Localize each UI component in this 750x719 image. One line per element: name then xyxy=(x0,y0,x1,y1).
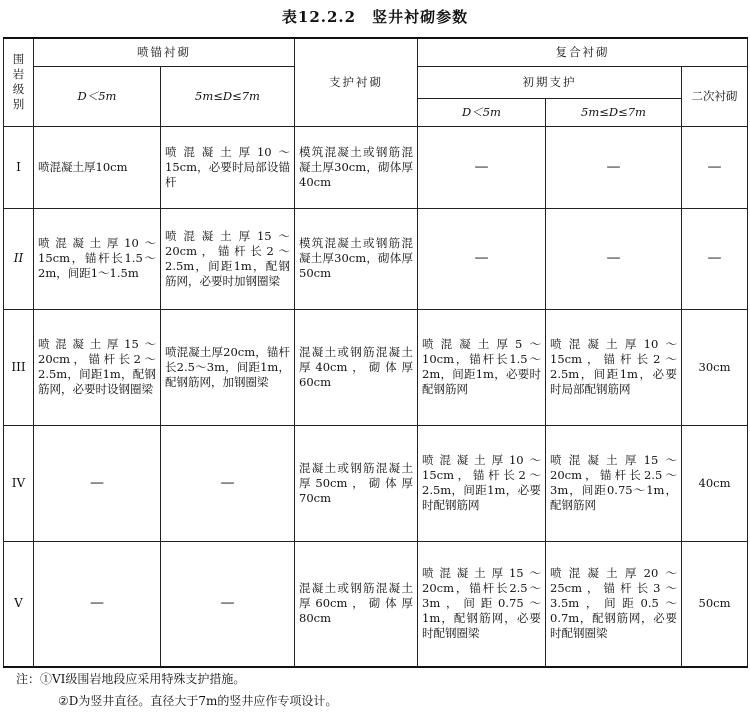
header-grade: 围岩级别 xyxy=(4,38,34,126)
header-init-d-large: 5m≤D≤7m xyxy=(546,98,682,126)
support-cell: 混凝土或钢筋混凝土厚60cm，砌体厚80cm xyxy=(295,541,418,667)
shot-large-cell: 喷混凝土厚20cm，锚杆长2.5～3m，间距1m，配钢筋网，加钢圈梁 xyxy=(161,309,295,425)
header-composite: 复合衬砌 xyxy=(418,38,748,66)
shot-small-cell: 喷混凝土厚15～20cm，锚杆长2～2.5m，间距1m，配钢筋网，必要时设钢圈梁 xyxy=(34,309,161,425)
support-cell: 模筑混凝土或钢筋混凝土厚30cm，砌体厚50cm xyxy=(295,208,418,309)
init-small-cell: — xyxy=(418,126,546,208)
init-large-cell: — xyxy=(546,126,682,208)
init-small-cell: 喷混凝土厚5～10cm，锚杆长1.5～2m，间距1m，必要时配钢筋网 xyxy=(418,309,546,425)
header-secondary: 二次衬砌 xyxy=(682,66,748,126)
init-large-cell: 喷混凝土厚20～25cm，锚杆长3～3.5m，间距0.5～0.7m，配钢筋网，必要时配钢圈梁 xyxy=(546,541,682,667)
init-small-cell: — xyxy=(418,208,546,309)
support-cell: 模筑混凝土或钢筋混凝土厚30cm，砌体厚40cm xyxy=(295,126,418,208)
shot-large-cell: 喷混凝土厚10～15cm，必要时局部设锚杆 xyxy=(161,126,295,208)
header-support: 支护衬砌 xyxy=(295,38,418,126)
grade-cell: III xyxy=(4,309,34,425)
header-initial: 初期支护 xyxy=(418,66,682,98)
secondary-cell: 40cm xyxy=(682,425,748,541)
secondary-cell: 50cm xyxy=(682,541,748,667)
init-small-cell: 喷混凝土厚15～20cm，锚杆长2.5～3m，间距0.75～1m，配钢筋网，必要时配钢圈梁 xyxy=(418,541,546,667)
grade-cell: II xyxy=(4,208,34,309)
table-row xyxy=(4,208,748,309)
support-cell: 混凝土或钢筋混凝土厚50cm，砌体厚70cm xyxy=(295,425,418,541)
secondary-cell: — xyxy=(682,126,748,208)
header-shot-d-large: 5m≤D≤7m xyxy=(161,66,295,126)
shot-small-cell: — xyxy=(34,541,161,667)
table-row xyxy=(4,126,748,208)
init-large-cell: — xyxy=(546,208,682,309)
init-large-cell: 喷混凝土厚10～15cm，锚杆长2～2.5m，间距1m，必要时局部配钢筋网 xyxy=(546,309,682,425)
shot-large-cell: — xyxy=(161,425,295,541)
secondary-cell: 30cm xyxy=(682,309,748,425)
header-init-d-small: D＜5m xyxy=(418,98,546,126)
table-row xyxy=(4,425,748,541)
lining-parameter-table xyxy=(3,37,748,668)
grade-cell: V xyxy=(4,541,34,667)
table-row xyxy=(4,541,748,667)
grade-cell: I xyxy=(4,126,34,208)
init-large-cell: 喷混凝土厚15～20cm，锚杆长2.5～3m，间距0.75～1m，配钢筋网 xyxy=(546,425,682,541)
grade-cell: IV xyxy=(4,425,34,541)
header-shotcrete: 喷锚衬砌 xyxy=(34,38,295,66)
note-2: ②D为竖井直径。直径大于7m的竖井应作专项设计。 xyxy=(58,694,338,708)
shot-small-cell: 喷混凝土厚10cm xyxy=(34,126,161,208)
header-row-1 xyxy=(4,38,748,66)
secondary-cell: — xyxy=(682,208,748,309)
header-shot-d-small: D＜5m xyxy=(34,66,161,126)
shot-small-cell: — xyxy=(34,425,161,541)
shot-large-cell: 喷混凝土厚15～20cm，锚杆长2～2.5m，间距1m，配钢筋网，必要时加钢圈梁 xyxy=(161,208,295,309)
note-1: 注：①VI级围岩地段应采用特殊支护措施。 xyxy=(16,672,246,686)
shot-large-cell: — xyxy=(161,541,295,667)
table-title: 表12.2.2 竖井衬砌参数 xyxy=(281,8,469,26)
shot-small-cell: 喷混凝土厚10～15cm，锚杆长1.5～2m，间距1～1.5m xyxy=(34,208,161,309)
support-cell: 混凝土或钢筋混凝土厚40cm，砌体厚60cm xyxy=(295,309,418,425)
table-row xyxy=(4,309,748,425)
init-small-cell: 喷混凝土厚10～15cm，锚杆长2～2.5m，间距1m，必要时配钢筋网 xyxy=(418,425,546,541)
